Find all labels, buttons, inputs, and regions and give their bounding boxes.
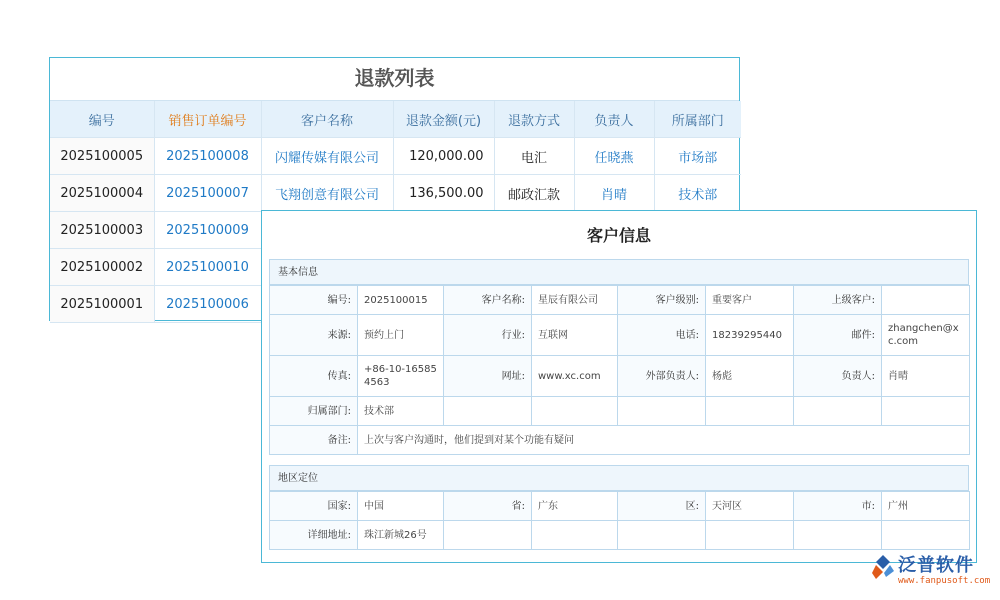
label-email: 邮件:	[794, 315, 882, 356]
value-fax: +86-10-165854563	[358, 356, 444, 397]
value-website: www.xc.com	[532, 356, 618, 397]
cell-order-link[interactable]: 2025100008	[154, 138, 261, 175]
cell-amount: 136,500.00	[393, 175, 494, 212]
refund-list-title: 退款列表	[50, 58, 739, 101]
customer-info-title: 客户信息	[586, 226, 651, 245]
info-row	[270, 286, 970, 315]
label-external-owner: 外部负责人:	[618, 356, 706, 397]
logo-url: www.fanpusoft.com	[898, 576, 991, 586]
empty-cell	[444, 521, 532, 550]
empty-cell	[532, 397, 618, 426]
empty-cell	[794, 521, 882, 550]
label-parent-customer: 上级客户:	[794, 286, 882, 315]
col-header-order[interactable]: 销售订单编号	[154, 101, 261, 138]
label-source: 来源:	[270, 315, 358, 356]
col-header-id[interactable]: 编号	[50, 101, 154, 138]
basic-info-table	[269, 285, 970, 455]
info-row	[270, 397, 970, 426]
cell-amount: 120,000.00	[393, 138, 494, 175]
info-row	[270, 356, 970, 397]
label-city: 市:	[794, 492, 882, 521]
label-province: 省:	[444, 492, 532, 521]
label-owner: 负责人:	[794, 356, 882, 397]
label-phone: 电话:	[618, 315, 706, 356]
basic-info-section-head: 基本信息	[269, 259, 969, 285]
empty-cell	[706, 521, 794, 550]
cell-id: 2025100001	[50, 286, 154, 323]
cell-owner-link[interactable]: 任晓燕	[574, 138, 654, 175]
value-address: 珠江新城26号	[358, 521, 444, 550]
cell-method: 电汇	[494, 138, 574, 175]
value-country: 中国	[358, 492, 444, 521]
region-section-head: 地区定位	[269, 465, 969, 491]
col-header-amount[interactable]: 退款金额(元)	[393, 101, 494, 138]
value-external-owner: 杨彪	[706, 356, 794, 397]
value-owner: 肖晴	[882, 356, 970, 397]
empty-cell	[794, 397, 882, 426]
info-row	[270, 521, 970, 550]
info-row	[270, 315, 970, 356]
cell-customer-link[interactable]: 飞翔创意有限公司	[261, 175, 393, 212]
value-industry: 互联网	[532, 315, 618, 356]
region-table	[269, 491, 970, 550]
label-remark: 备注:	[270, 426, 358, 455]
cell-order-link[interactable]: 2025100009	[154, 212, 261, 249]
value-email: zhangchen@xc.com	[882, 315, 970, 356]
value-remark: 上次与客户沟通时，他们提到对某个功能有疑问	[358, 426, 970, 455]
cell-dept-link[interactable]: 技术部	[654, 175, 741, 212]
cell-id: 2025100002	[50, 249, 154, 286]
label-website: 网址:	[444, 356, 532, 397]
label-department: 归属部门:	[270, 397, 358, 426]
cell-method: 邮政汇款	[494, 175, 574, 212]
value-no: 2025100015	[358, 286, 444, 315]
info-row	[270, 426, 970, 455]
value-parent-customer	[882, 286, 970, 315]
empty-cell	[706, 397, 794, 426]
value-phone: 18239295440	[706, 315, 794, 356]
value-department: 技术部	[358, 397, 444, 426]
label-fax: 传真:	[270, 356, 358, 397]
value-customer-name: 星辰有限公司	[532, 286, 618, 315]
label-no: 编号:	[270, 286, 358, 315]
fanpu-logo-icon	[870, 553, 896, 579]
col-header-method[interactable]: 退款方式	[494, 101, 574, 138]
cell-id: 2025100004	[50, 175, 154, 212]
label-country: 国家:	[270, 492, 358, 521]
value-customer-level: 重要客户	[706, 286, 794, 315]
fanpu-logo	[870, 551, 995, 591]
empty-cell	[882, 397, 970, 426]
value-province: 广东	[532, 492, 618, 521]
cell-id: 2025100003	[50, 212, 154, 249]
label-industry: 行业:	[444, 315, 532, 356]
cell-owner-link[interactable]: 肖晴	[574, 175, 654, 212]
col-header-dept[interactable]: 所属部门	[654, 101, 741, 138]
value-source: 预约上门	[358, 315, 444, 356]
empty-cell	[444, 397, 532, 426]
cell-order-link[interactable]: 2025100006	[154, 286, 261, 323]
empty-cell	[618, 397, 706, 426]
table-row[interactable]	[50, 175, 741, 212]
label-address: 详细地址:	[270, 521, 358, 550]
cell-order-link[interactable]: 2025100007	[154, 175, 261, 212]
info-row	[270, 492, 970, 521]
refund-table-header	[50, 101, 741, 138]
label-customer-name: 客户名称:	[444, 286, 532, 315]
value-city: 广州	[882, 492, 970, 521]
value-district: 天河区	[706, 492, 794, 521]
logo-name: 泛普软件	[898, 555, 974, 576]
cell-id: 2025100005	[50, 138, 154, 175]
cell-dept-link[interactable]: 市场部	[654, 138, 741, 175]
empty-cell	[618, 521, 706, 550]
cell-order-link[interactable]: 2025100010	[154, 249, 261, 286]
empty-cell	[882, 521, 970, 550]
empty-cell	[532, 521, 618, 550]
label-district: 区:	[618, 492, 706, 521]
cell-customer-link[interactable]: 闪耀传媒有限公司	[261, 138, 393, 175]
table-row[interactable]	[50, 138, 741, 175]
col-header-owner[interactable]: 负责人	[574, 101, 654, 138]
col-header-customer[interactable]: 客户名称	[261, 101, 393, 138]
label-customer-level: 客户级别:	[618, 286, 706, 315]
customer-info-panel	[261, 210, 977, 563]
